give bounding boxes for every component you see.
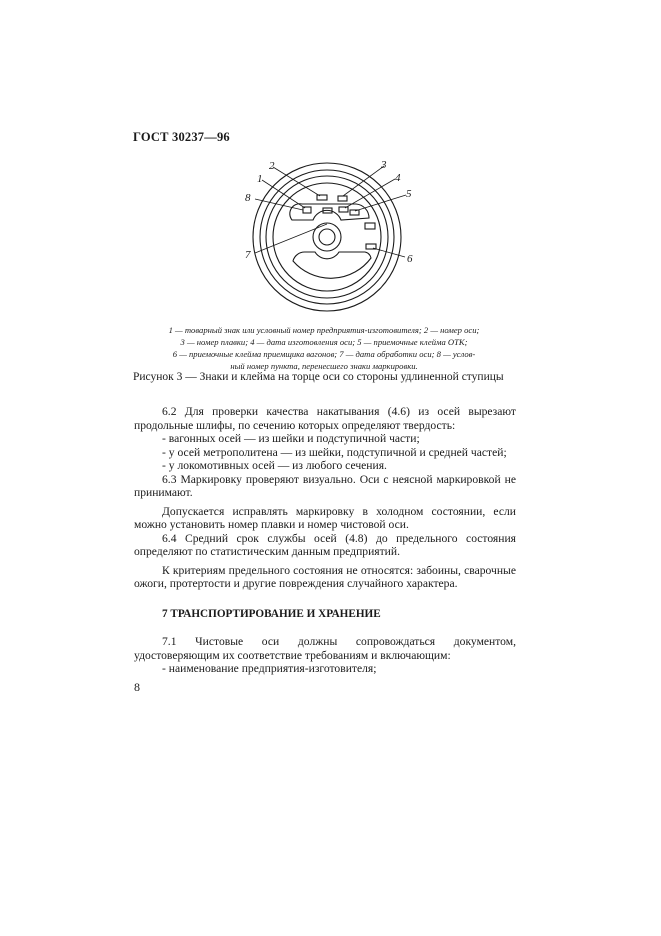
paragraph: 6.3 Маркировку проверяют визуально. Оси с неясной маркировкой не принимают. [134, 472, 516, 499]
paragraph: - наименование предприятия-изготовителя; [162, 662, 377, 675]
stamp-rect-3 [338, 196, 347, 201]
stamp-rect-2 [317, 195, 327, 200]
stamp-rect-6 [365, 223, 375, 229]
callout-2: 2 [269, 160, 275, 172]
stamp-rect-4 [339, 207, 348, 212]
legend-line: 6 — приемочные клейма приемщика вагонов; 7 — дата обработки оси; 8 — услов- [172, 349, 476, 359]
callout-6: 6 [407, 253, 413, 265]
paragraph: 6.4 Средний срок службы осей (4.8) до предельного состояния определяют по статистическим данным предприятий. [134, 531, 516, 558]
figure-caption: Рисунок 3 — Знаки и клейма на торце оси со стороны удлиненной ступицы [133, 371, 504, 383]
paragraph: К критериям предельного состояния не относятся: забоины, сварочные ожоги, протертости и другие повреждения случайного характера. [134, 563, 516, 590]
ring-2 [260, 170, 394, 304]
paragraph: 7.1 Чистовые оси должны сопровождаться документом, удостоверяющим их соответствие требованиям и включающим: [134, 635, 516, 662]
paragraph: Допускается исправлять маркировку в холодном состоянии, если можно установить номер плавки и номер чистовой оси. [134, 504, 516, 531]
lower-marking-segment [293, 252, 371, 278]
paragraph: - вагонных осей — из шейки и подступичной части; [162, 432, 420, 445]
center-hole-inner [319, 229, 335, 245]
outer-ring [253, 163, 401, 311]
figure-legend [135, 324, 513, 372]
paragraph: - у осей метрополитена — из шейки, подступичной и средней частей; [162, 445, 507, 459]
callout-4: 4 [395, 172, 401, 184]
legend-line: 1 — товарный знак или условный номер предприятия-изготовителя; 2 — номер оси; [168, 325, 480, 335]
callout-3: 3 [381, 159, 387, 171]
axle-end-marking-figure [245, 148, 425, 320]
paragraph: 6.2 Для проверки качества накатывания (4.6) из осей вырезают продольные шлифы, по сечению которых определяют твердость: [134, 405, 516, 432]
callout-1: 1 [257, 173, 263, 185]
body-text [134, 405, 516, 676]
page-number: 8 [134, 680, 140, 694]
document-code: ГОСТ 30237—96 [133, 130, 230, 144]
callout-7: 7 [245, 249, 251, 261]
legend-line: ный номер пункта, перенесшего знаки маркировки. [230, 361, 418, 371]
legend-line: 3 — номер плавки; 4 — дата изготовления оси; 5 — приемочные клейма ОТК; [180, 337, 468, 347]
callout-8: 8 [245, 192, 251, 204]
stamp-rect-5 [350, 210, 359, 215]
center-hole-outer [313, 223, 341, 251]
section-heading: 7 ТРАНСПОРТИРОВАНИЕ И ХРАНЕНИЕ [162, 607, 381, 620]
paragraph: - у локомотивных осей — из любого сечения. [162, 459, 387, 472]
callout-5: 5 [406, 188, 412, 200]
